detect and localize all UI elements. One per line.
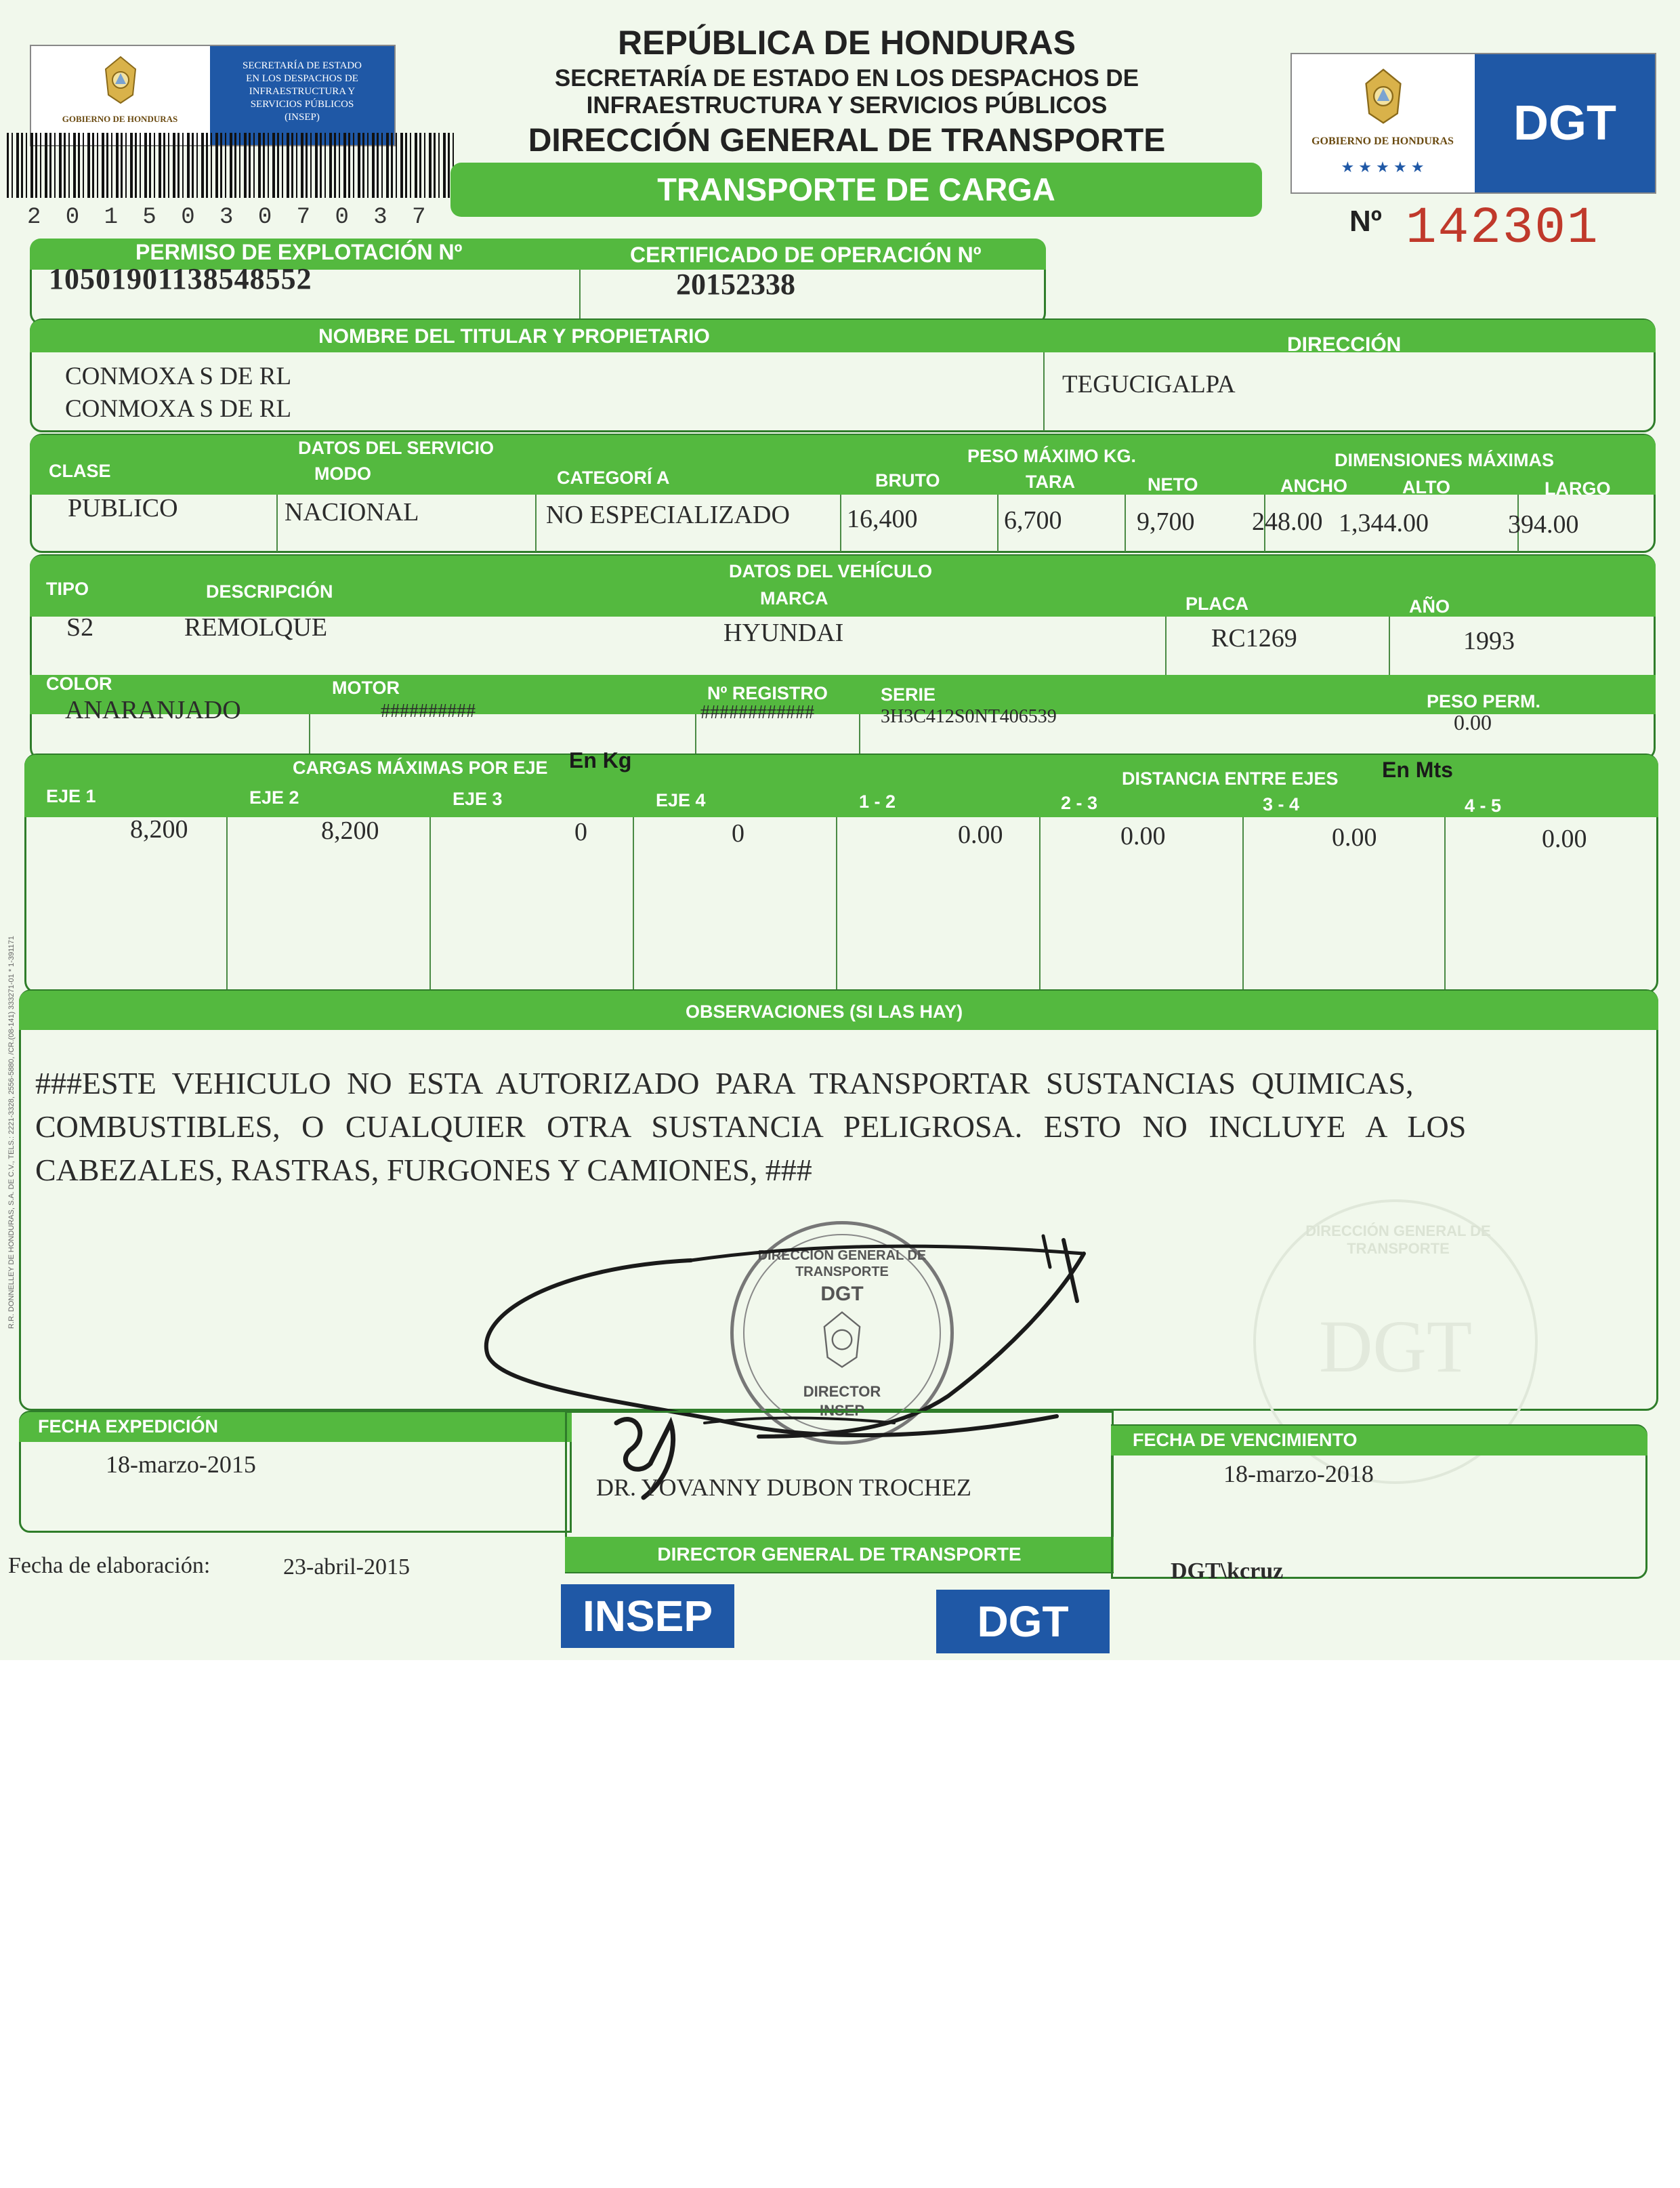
eje-1-value: 8,200 xyxy=(130,815,188,844)
descripcion-label: DESCRIPCIÓN xyxy=(206,581,333,602)
emboss-outer-text: DIRECCIÓN GENERAL DE TRANSPORTE xyxy=(1305,1222,1491,1257)
secretaria-line2: INFRAESTRUCTURA Y SERVICIOS PÚBLICOS xyxy=(586,92,1108,119)
peso-label: PESO MÁXIMO KG. xyxy=(967,446,1137,466)
observaciones-line3: CABEZALES, RASTRAS, FURGONES Y CAMIONES, ### xyxy=(35,1153,812,1187)
color-value: ANARANJADO xyxy=(65,696,241,724)
eje-1-header: EJE 1 xyxy=(46,786,96,806)
document-number-label: Nº xyxy=(1349,205,1382,238)
dist-3-4-header: 3 - 4 xyxy=(1263,794,1300,814)
clase-value: PUBLICO xyxy=(68,494,178,522)
elaboracion-label: Fecha de elaboración: xyxy=(8,1553,211,1578)
placa-value: RC1269 xyxy=(1211,624,1297,653)
elaboracion-value: 23-abril-2015 xyxy=(283,1554,410,1580)
eje-3-value: 0 xyxy=(574,818,587,846)
seal-bottom-line1: DIRECTOR xyxy=(803,1383,881,1400)
barcode-number: 2 0 1 5 0 3 0 7 0 3 7 xyxy=(27,205,432,230)
coat-of-arms-icon xyxy=(1358,66,1408,126)
propietario-value: CONMOXA S DE RL xyxy=(65,395,292,423)
alto-label: ALTO xyxy=(1402,477,1450,497)
serie-value: 3H3C412S0NT406539 xyxy=(881,706,1057,727)
eje-4-value: 0 xyxy=(732,819,744,848)
eje-2-value: 8,200 xyxy=(321,817,379,845)
fecha-venc-label: FECHA DE VENCIMIENTO xyxy=(1133,1430,1358,1450)
certificado-label: CERTIFICADO DE OPERACIÓN Nº xyxy=(630,243,982,267)
dist-2-3-value: 0.00 xyxy=(1120,822,1166,850)
registro-value: ############ xyxy=(700,702,814,723)
categoria-label: CATEGORÍ A xyxy=(557,468,670,488)
serie-label: SERIE xyxy=(881,684,936,705)
dist-3-4-value: 0.00 xyxy=(1332,823,1377,852)
tipo-label: TIPO xyxy=(46,579,89,599)
direccion-value: TEGUCIGALPA xyxy=(1062,371,1236,398)
placa-label: PLACA xyxy=(1185,594,1248,614)
secretaria-line1: SECRETARÍA DE ESTADO EN LOS DESPACHOS DE xyxy=(554,65,1139,91)
ancho-value: 248.00 xyxy=(1252,508,1323,536)
usuario-value: DGT\kcruz xyxy=(1171,1559,1284,1584)
motor-value: ########## xyxy=(381,701,476,722)
direccion-label: DIRECCIÓN xyxy=(1287,333,1402,356)
bruto-label: BRUTO xyxy=(875,470,940,491)
eje-3-header: EJE 3 xyxy=(453,789,503,809)
seal-outer-text: DIRECCIÓN GENERAL DE TRANSPORTE xyxy=(757,1248,927,1279)
dist-4-5-header: 4 - 5 xyxy=(1465,796,1502,816)
dist-4-5-value: 0.00 xyxy=(1542,825,1587,853)
barcode xyxy=(7,133,457,198)
fecha-venc-value: 18-marzo-2018 xyxy=(1223,1460,1374,1487)
cargas-en-mts: En Mts xyxy=(1382,758,1453,782)
nombre-label: NOMBRE DEL TITULAR Y PROPIETARIO xyxy=(318,325,710,348)
insep-logo: INSEP xyxy=(561,1584,734,1648)
dist-2-3-header: 2 - 3 xyxy=(1061,793,1098,813)
vehiculo-row2-bar xyxy=(30,675,1656,714)
eje-2-header: EJE 2 xyxy=(249,787,299,808)
seal-bottom-line2: INSEP xyxy=(819,1402,865,1419)
owner-header-bar xyxy=(30,320,1656,352)
cargo-bar: DIRECTOR GENERAL DE TRANSPORTE xyxy=(565,1537,1114,1572)
motor-label: MOTOR xyxy=(332,678,400,698)
fecha-exp-value: 18-marzo-2015 xyxy=(106,1451,256,1478)
coat-of-arms-icon xyxy=(99,54,142,106)
direccion-general-title: DIRECCIÓN GENERAL DE TRANSPORTE xyxy=(528,123,1166,159)
alto-value: 1,344.00 xyxy=(1339,509,1429,537)
peso-perm-value: 0.00 xyxy=(1454,710,1492,735)
marca-label: MARCA xyxy=(760,588,828,608)
registro-label: Nº REGISTRO xyxy=(707,683,828,703)
document-type-banner: TRANSPORTE DE CARGA xyxy=(450,163,1262,217)
firmante-value: DR. YOVANNY DUBON TROCHEZ xyxy=(596,1474,972,1501)
titular-value: CONMOXA S DE RL xyxy=(65,363,292,390)
categoria-value: NO ESPECIALIZADO xyxy=(546,501,790,529)
left-logo-sec-line3: INFRAESTRUCTURA Y xyxy=(249,86,356,97)
dgt-logo: DGT xyxy=(936,1590,1110,1653)
certificado-value: 20152338 xyxy=(676,268,795,301)
observaciones-line2: COMBUSTIBLES, O CUALQUIER OTRA SUSTANCIA PELIGROSA. ESTO NO INCLUYE A LOS xyxy=(35,1109,1467,1144)
bruto-value: 16,400 xyxy=(847,505,918,533)
cargas-section-label: CARGAS MÁXIMAS POR EJE xyxy=(293,758,548,778)
servicio-section-label: DATOS DEL SERVICIO xyxy=(298,438,495,458)
printer-side-text: R.R. DONNELLEY DE HONDURAS, S.A. DE C.V., TELS.: 2221-3328, 2556-5880, /CR.(08-141) 333271-01 * 1-391171 xyxy=(7,936,16,1329)
anio-label: AÑO xyxy=(1409,596,1450,617)
ancho-label: ANCHO xyxy=(1280,476,1347,496)
left-logo-sec-line4: SERVICIOS PÚBLICOS xyxy=(250,99,354,110)
modo-label: MODO xyxy=(314,463,371,484)
descripcion-value: REMOLQUE xyxy=(184,613,328,642)
anio-value: 1993 xyxy=(1463,627,1515,655)
tara-label: TARA xyxy=(1026,472,1075,492)
permiso-value: 10501901138548552 xyxy=(49,262,312,295)
right-logo-stars: ★ ★ ★ ★ ★ xyxy=(1341,159,1425,176)
left-logo-sec-line2: EN LOS DESPACHOS DE xyxy=(246,73,358,84)
cargas-table xyxy=(24,786,1658,992)
tipo-value: S2 xyxy=(66,613,94,642)
neto-value: 9,700 xyxy=(1137,508,1195,536)
emboss-center: DGT xyxy=(1318,1305,1473,1388)
peso-perm-label: PESO PERM. xyxy=(1427,691,1541,711)
vehiculo-section-label: DATOS DEL VEHÍCULO xyxy=(729,561,933,581)
tara-value: 6,700 xyxy=(1004,506,1062,535)
dim-label: DIMENSIONES MÁXIMAS xyxy=(1335,450,1555,470)
color-label: COLOR xyxy=(46,674,112,694)
marca-value: HYUNDAI xyxy=(723,619,844,647)
permiso-label: PERMISO DE EXPLOTACIÓN Nº xyxy=(135,240,463,264)
left-logo-sec-line1: SECRETARÍA DE ESTADO xyxy=(243,60,362,71)
distancia-label: DISTANCIA ENTRE EJES xyxy=(1122,768,1339,789)
neto-label: NETO xyxy=(1148,474,1198,495)
right-logo xyxy=(1290,53,1656,194)
observaciones-line1: ###ESTE VEHICULO NO ESTA AUTORIZADO PARA TRANSPORTAR SUSTANCIAS QUIMICAS, xyxy=(35,1066,1414,1100)
right-logo-gov: GOBIERNO DE HONDURAS xyxy=(1311,136,1454,147)
fecha-exp-label: FECHA EXPEDICIÓN xyxy=(38,1416,219,1437)
left-logo xyxy=(30,45,396,146)
document-number: 142301 xyxy=(1406,199,1599,257)
seal-center: DGT xyxy=(820,1283,864,1305)
right-logo-dgt: DGT xyxy=(1475,54,1655,192)
eje-4-header: EJE 4 xyxy=(656,790,706,810)
dist-1-2-value: 0.00 xyxy=(958,821,1003,849)
observaciones-label: OBSERVACIONES (SI LAS HAY) xyxy=(686,1002,963,1022)
largo-label: LARGO xyxy=(1545,478,1611,499)
modo-value: NACIONAL xyxy=(285,498,419,527)
republic-title: REPÚBLICA DE HONDURAS xyxy=(618,24,1076,62)
cargas-en-kg: En Kg xyxy=(569,748,632,772)
largo-value: 394.00 xyxy=(1508,510,1579,539)
left-logo-sec-line5: (INSEP) xyxy=(285,112,320,123)
dist-1-2-header: 1 - 2 xyxy=(859,791,896,812)
clase-label: CLASE xyxy=(49,461,111,481)
left-logo-gov: GOBIERNO DE HONDURAS xyxy=(62,114,178,124)
